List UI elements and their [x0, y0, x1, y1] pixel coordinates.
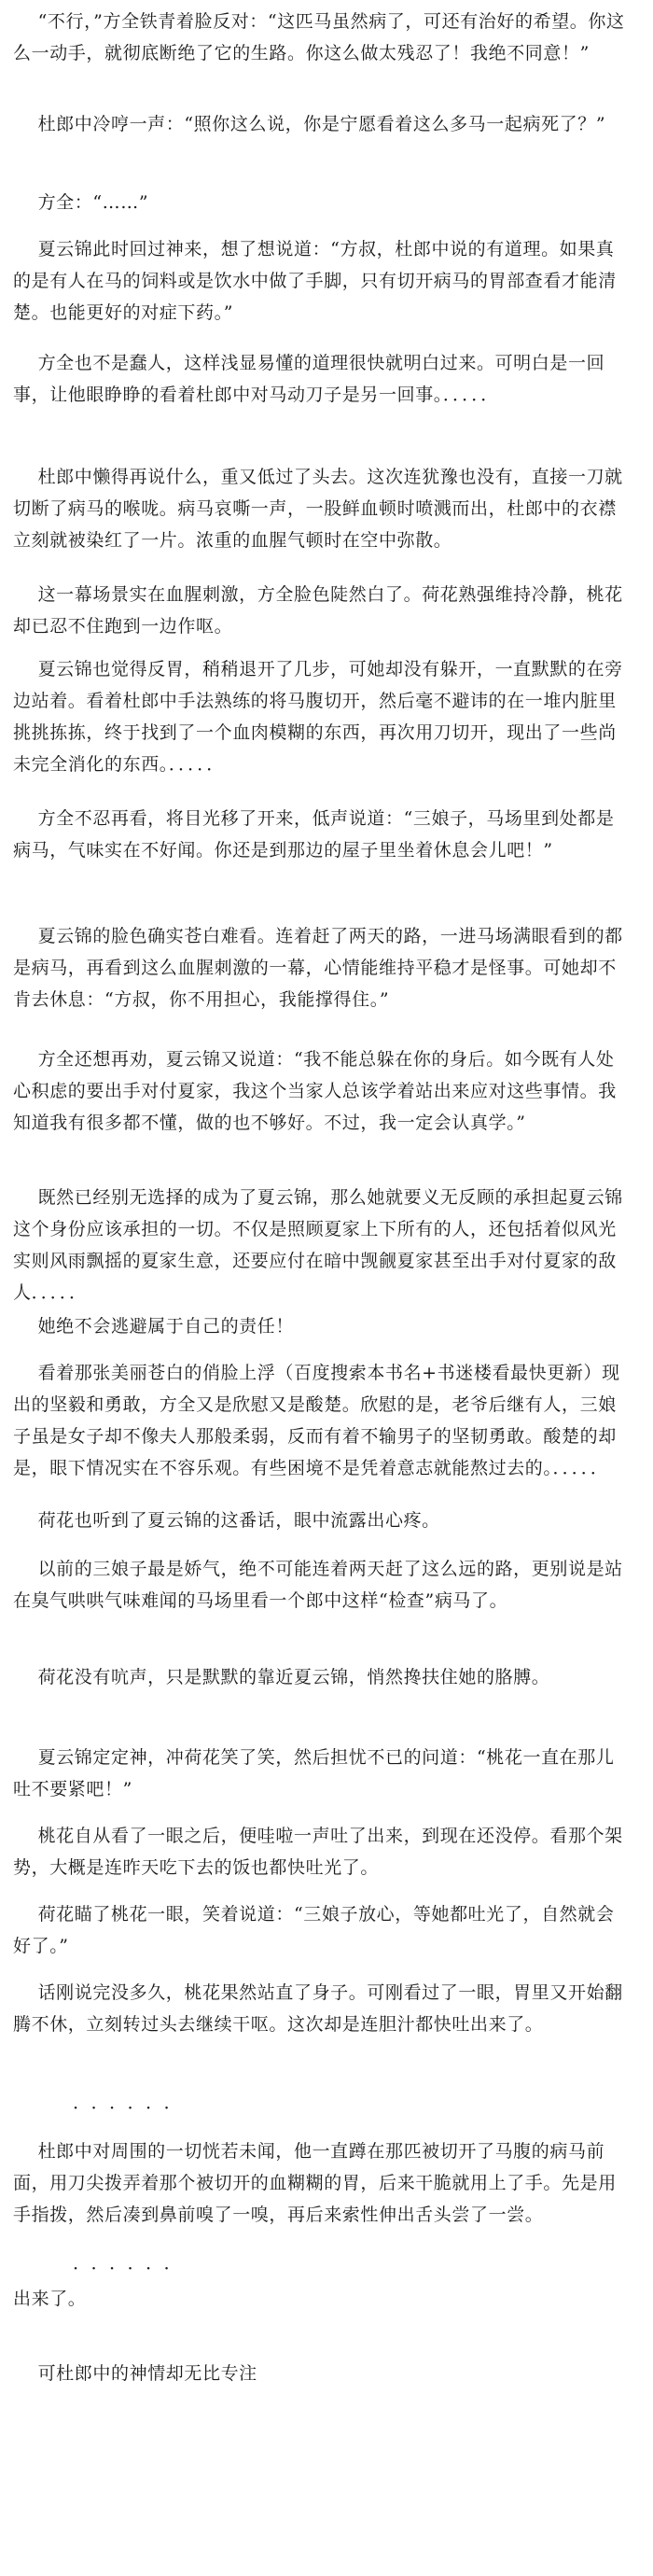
paragraph: 话刚说完没多久，桃花果然站直了身子。可刚看过了一眼，胃里又开始翻腾不休，立刻转过头去继续干呕。这次却是连胆汁都快吐出来了。: [13, 1982, 623, 2035]
paragraph: 看着那张美丽苍白的俏脸上浮（百度搜索本书名+书迷楼看最快更新）现出的坚毅和勇敢，方全又是欣慰又是酸楚。欣慰的是，老爷后继有人，三娘子虽是女子却不像夫人那般柔弱，反而有着不输男子的坚韧勇敢。酸楚的却是，眼下情况实在不容乐观。有些困境不是凭着意志就能熬过去的。．．．．．: [13, 1363, 620, 1478]
paragraph: 以前的三娘子最是娇气，绝不可能连着两天赶了这么远的路，更别说是站在臭气哄哄气味难闻的马场里看一个郎中这样“检查”病马了。: [13, 1559, 623, 1611]
paragraph: “不行，”方全铁青着脸反对：“这匹马虽然病了，可还有治好的希望。你这么一动手，就彻底断绝了它的生路。你这么做太残忍了！我绝不同意！”: [13, 11, 625, 63]
paragraph: 荷花瞄了桃花一眼，笑着说道：“三娘子放心，等她都吐光了，自然就会好了。”: [13, 1904, 615, 1956]
paragraph: 夏云锦的脸色确实苍白难看。连着赶了两天的路，一进马场满眼看到的都是病马，再看到这么血腥刺激的一幕，心情能维持平稳才是怪事。可她却不肯去休息：“方叔，你不用担心，我能撑得住。”: [13, 926, 623, 1010]
paragraph: 方全还想再劝，夏云锦又说道：“我不能总躲在你的身后。如今既有人处心积虑的要出手对付夏家，我这个当家人总该学着站出来应对这些事情。我知道我有很多都不懂，做的也不够好。不过，我一定会认真学。”: [13, 1049, 617, 1133]
paragraph: 既然已经别无选择的成为了夏云锦，那么她就要义无反顾的承担起夏云锦这个身份应该承担的一切。不仅是照顾夏家上下所有的人，还包括着似风光实则风雨飘摇的夏家生意，还要应付在暗中觊觎夏家甚至出手对付夏家的敌人．．．．．: [13, 1187, 623, 1303]
paragraph: 荷花也听到了夏云锦的这番话，眼中流露出心疼。: [13, 1510, 440, 1531]
paragraph: 夏云锦此时回过神来，想了想说道：“方叔，杜郎中说的有道理。如果真的是有人在马的饲料或是饮水中做了手脚，只有切开病马的胃部查看才能清楚。也能更好的对症下药。”: [13, 239, 617, 323]
paragraph: 夏云锦也觉得反胃，稍稍退开了几步，可她却没有躲开，一直默默的在旁边站着。看着杜郎中手法熟练的将马腹切开，然后毫不避讳的在一堆内脏里挑挑拣拣，终于找到了一个血肉模糊的东西，再次用刀切开，现出了一些尚未完全消化的东西。．．．．．: [13, 659, 623, 775]
paragraph: 方全也不是蠢人，这样浅显易懂的道理很快就明白过来。可明白是一回事，让他眼睁睁的看着杜郎中对马动刀子是另一回事。．．．．．: [13, 353, 605, 405]
paragraph: 她绝不会逃避属于自己的责任！: [13, 1316, 294, 1337]
ellipsis-separator: ．．．．．．: [13, 2093, 191, 2113]
paragraph: 这一幕场景实在血腥刺激，方全脸色陡然白了。荷花熟强维持冷静，桃花却已忍不住跑到一边作呕。: [13, 584, 623, 637]
paragraph: 杜郎中对周围的一切恍若未闻，他一直蹲在那匹被切开了马腹的病马前面，用刀尖拨弄着那个被切开的血糊糊的胃，后来干脆就用上了手。先是用手指拨，然后凑到鼻前嗅了一嗅，再后来索性伸出舌头尝了一尝。: [13, 2141, 617, 2225]
ellipsis-separator: ．．．．．．: [13, 2253, 191, 2274]
paragraph: 可杜郎中的神情却无比专注: [13, 2363, 257, 2384]
paragraph: 桃花自从看了一眼之后，便哇啦一声吐了出来，到现在还没停。看那个架势，大概是连昨天吃下去的饭也都快吐光了。: [13, 1826, 623, 1878]
paragraph: 杜郎中冷哼一声：“照你这么说，你是宁愿看着这么多马一起病死了？”: [13, 114, 606, 134]
paragraph: 出来了。: [13, 2289, 87, 2309]
paragraph: 杜郎中懒得再说什么，重又低过了头去。这次连犹豫也没有，直接一刀就切断了病马的喉咙。病马哀嘶一声，一股鲜血顿时喷溅而出，杜郎中的衣襟立刻就被染红了一片。浓重的血腥气顿时在空中弥散。: [13, 467, 623, 551]
paragraph: 方全不忍再看，将目光移了开来，低声说道：“三娘子，马场里到处都是病马，气味实在不好闻。你还是到那边的屋子里坐着休息会儿吧！”: [13, 808, 615, 861]
paragraph: 荷花没有吭声，只是默默的靠近夏云锦，悄然搀扶住她的胳膊。: [13, 1667, 550, 1687]
paragraph: 夏云锦定定神，冲荷花笑了笑，然后担忧不已的问道：“桃花一直在那儿吐不要紧吧！”: [13, 1747, 615, 1799]
paragraph: 方全：“……”: [13, 192, 149, 213]
